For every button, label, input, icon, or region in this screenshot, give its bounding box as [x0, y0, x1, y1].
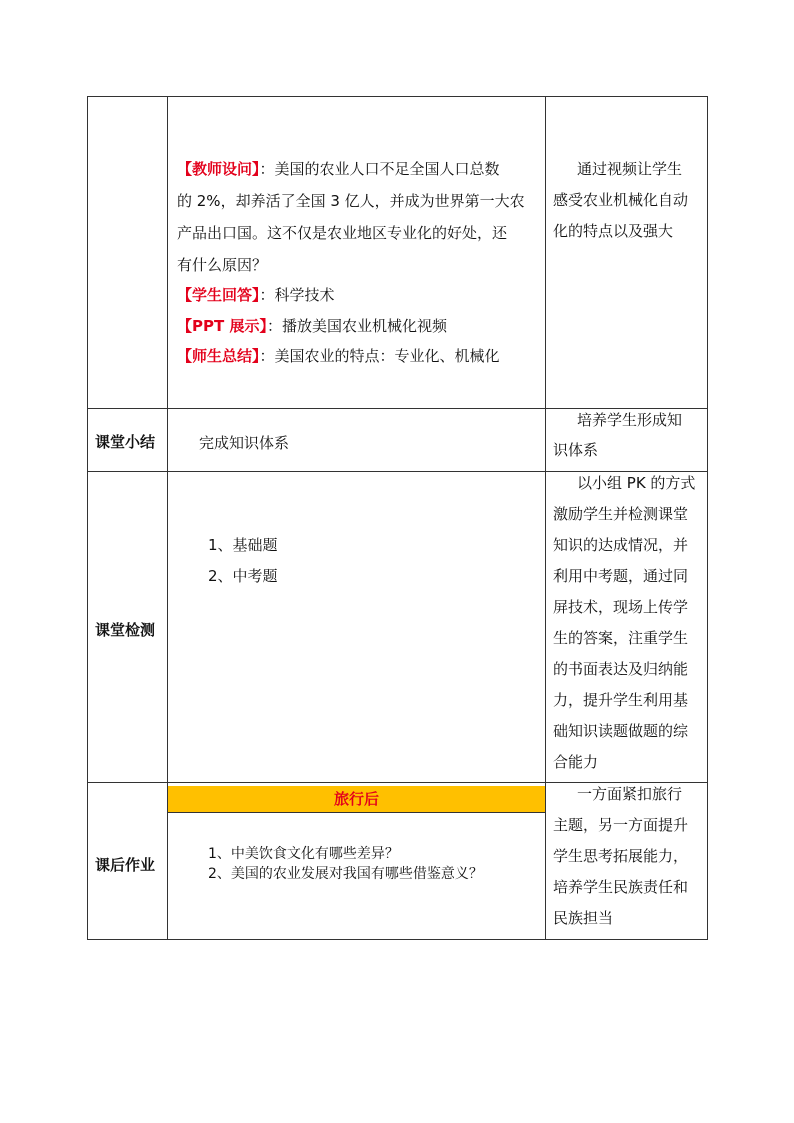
dialogue-line: 的 2%，却养活了全国 3 亿人，并成为世界第一大农: [177, 192, 525, 210]
table-border-bottom: [87, 939, 708, 940]
purpose-line: 生的答案，注重学生: [553, 629, 689, 647]
row-label-homework: 课后作业: [95, 856, 156, 874]
quiz-item: 2、中考题: [208, 567, 278, 585]
purpose-line: 培养学生民族责任和: [553, 878, 689, 896]
purpose-line: 利用中考题，通过同: [553, 567, 689, 585]
purpose-line: 合能力: [553, 753, 599, 771]
banner-divider-bottom: [167, 812, 545, 813]
purpose-line: 通过视频让学生: [577, 160, 683, 178]
purpose-line: 民族担当: [553, 909, 614, 927]
purpose-line: 激励学生并检测课堂: [553, 505, 689, 523]
purpose-line: 础知识读题做题的综: [553, 722, 689, 740]
purpose-line: 学生思考拓展能力，: [553, 847, 689, 865]
dialogue-line: 【学生回答】：科学技术: [177, 286, 335, 304]
table-border-top: [87, 96, 708, 97]
row-label-summary: 课堂小结: [95, 433, 156, 451]
purpose-line: 感受农业机械化自动: [553, 191, 689, 209]
dialogue-line: 【PPT 展示】：播放美国农业机械化视频: [177, 317, 447, 335]
purpose-line: 的书面表达及归纳能: [553, 660, 689, 678]
purpose-line: 知识的达成情况，并: [553, 536, 689, 554]
dialogue-line: 产品出口国。这不仅是农业地区专业化的好处，还: [177, 224, 508, 242]
homework-item: 1、中美饮食文化有哪些差异？: [208, 846, 399, 862]
purpose-line: 主题，另一方面提升: [553, 816, 689, 834]
purpose-line: 识体系: [553, 441, 599, 459]
summary-content: 完成知识体系: [199, 434, 290, 452]
dialogue-line: 有什么原因？: [177, 256, 268, 274]
row-label-quiz: 课堂检测: [95, 621, 156, 639]
purpose-line: 力，提升学生利用基: [553, 691, 689, 709]
dialogue-line: 【师生总结】：美国农业的特点：专业化、机械化: [177, 347, 500, 365]
table-border-left: [87, 96, 88, 940]
purpose-line: 化的特点以及强大: [553, 222, 674, 240]
dialogue-line: 【教师设问】：美国的农业人口不足全国人口总数: [177, 160, 500, 178]
purpose-line: 一方面紧扣旅行: [577, 785, 683, 803]
purpose-line: 培养学生形成知: [577, 411, 683, 429]
purpose-line: 以小组 PK 的方式: [577, 474, 696, 492]
table-divider-1: [167, 96, 168, 940]
table-border-right: [707, 96, 708, 940]
homework-item: 2、美国的农业发展对我国有哪些借鉴意义？: [208, 866, 483, 882]
purpose-line: 屏技术，现场上传学: [553, 598, 689, 616]
quiz-item: 1、基础题: [208, 536, 278, 554]
table-divider-2: [545, 96, 546, 940]
banner-after-trip: 旅行后: [168, 786, 545, 812]
lesson-plan-table: [87, 96, 708, 940]
